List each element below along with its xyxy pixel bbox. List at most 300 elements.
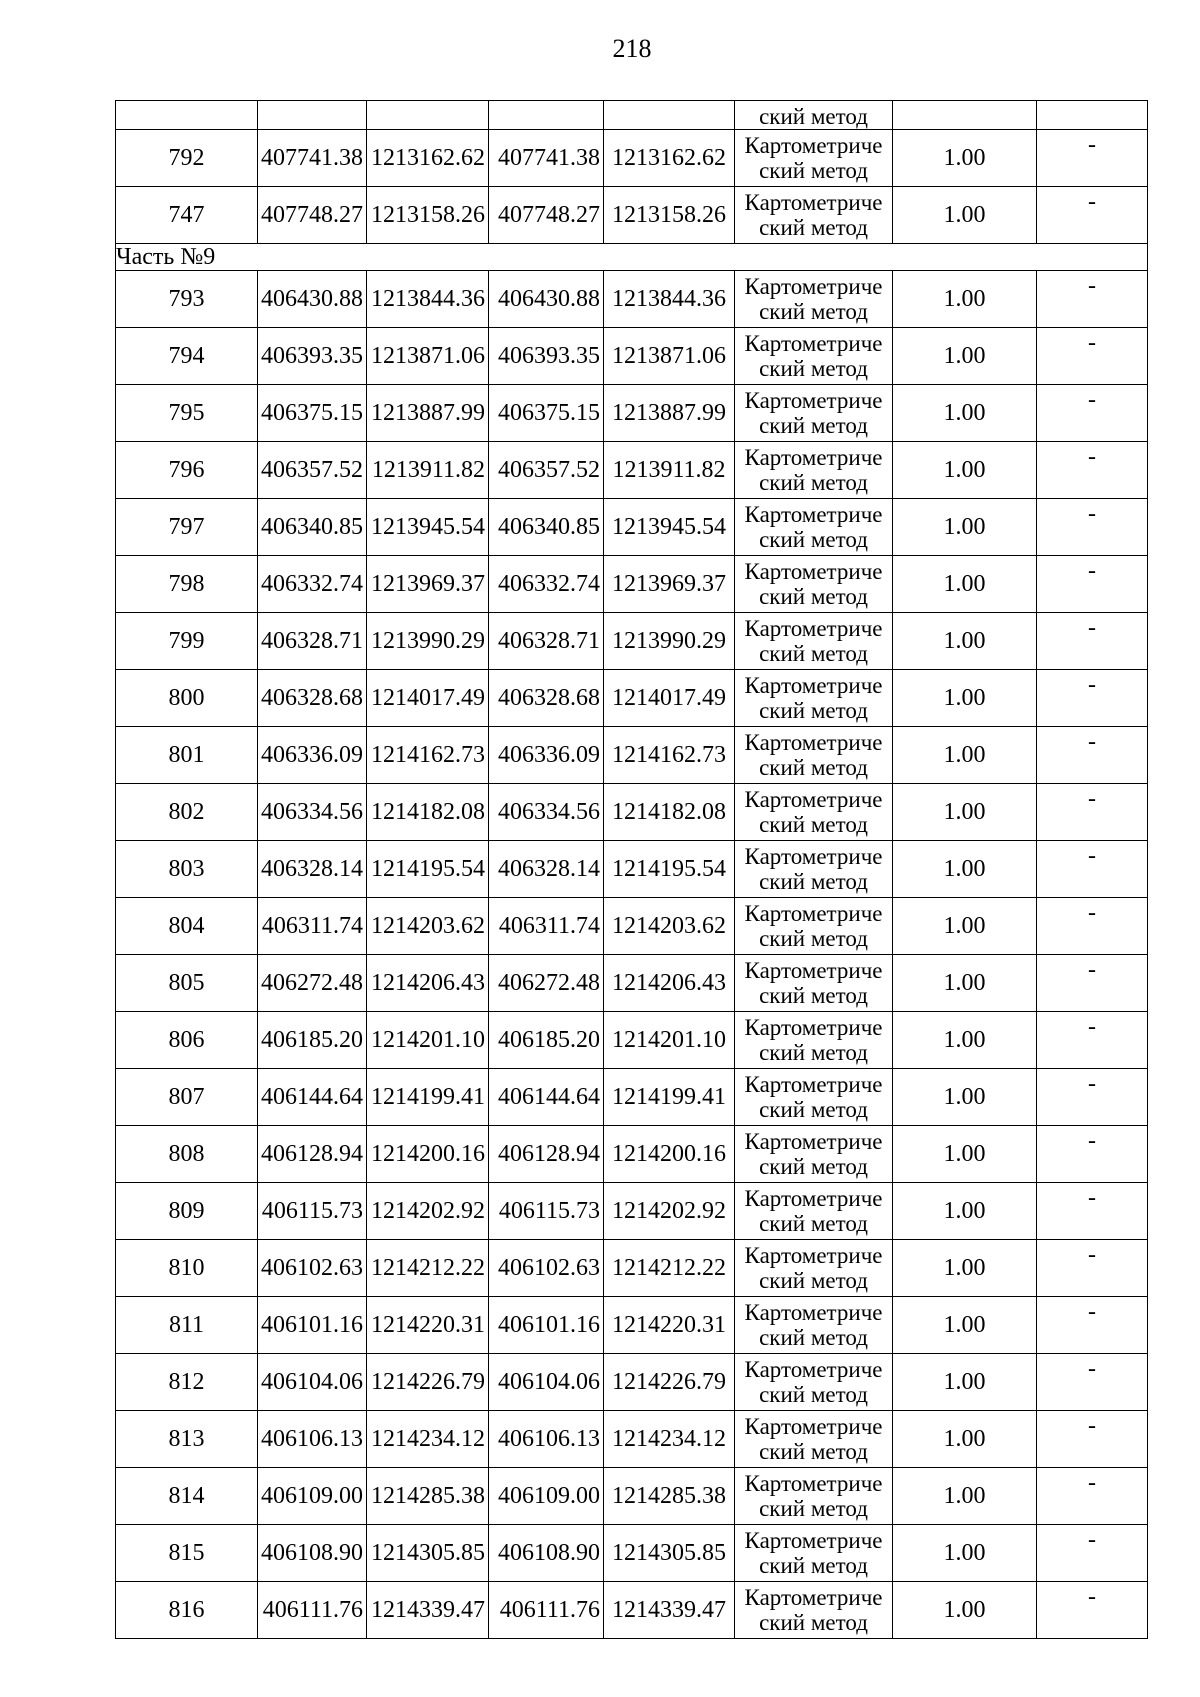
cell-x-new: 407741.38 (489, 130, 604, 187)
method-line-1: Картометриче (744, 1471, 883, 1496)
cell-accuracy: 1.00 (893, 613, 1037, 670)
cell-x-existing: 406185.20 (258, 1012, 367, 1069)
cell-method (735, 1012, 893, 1069)
cell-point-number: 812 (116, 1354, 258, 1411)
method-line-2: ский метод (759, 1610, 868, 1635)
cell-y-new: 1213844.36 (604, 271, 735, 328)
cell-x-new: 406328.14 (489, 841, 604, 898)
cell-point-number: 806 (116, 1012, 258, 1069)
method-line-2: ский метод (759, 413, 868, 438)
cell-y-existing: 1214017.49 (367, 670, 489, 727)
cell-y-new: 1214305.85 (604, 1525, 735, 1582)
table-row (116, 556, 1148, 613)
cell-method (735, 1582, 893, 1639)
table-row (116, 1183, 1148, 1240)
cell-accuracy: 1.00 (893, 1126, 1037, 1183)
cell-x-new: 406185.20 (489, 1012, 604, 1069)
cell-x-existing: 406111.76 (258, 1582, 367, 1639)
method-line-2: ский метод (759, 356, 868, 381)
method-line-2: ский метод (759, 1097, 868, 1122)
cell-x-new: 406102.63 (489, 1240, 604, 1297)
cell-method (735, 1183, 893, 1240)
cell-point-number: 794 (116, 328, 258, 385)
cell-accuracy: 1.00 (893, 784, 1037, 841)
method-line-1: Картометриче (744, 133, 883, 158)
cell-accuracy: 1.00 (893, 328, 1037, 385)
continuation-row (116, 101, 1148, 130)
cell-y-new: 1214203.62 (604, 898, 735, 955)
cell-y-new: 1214200.16 (604, 1126, 735, 1183)
cell-note: - (1037, 955, 1148, 1012)
method-line-1: Картометриче (744, 190, 883, 215)
method-line-2: ский метод (759, 1439, 868, 1464)
cell-note (1037, 101, 1148, 130)
cell-point-number: 793 (116, 271, 258, 328)
cell-method (735, 1411, 893, 1468)
method-line-2: ский метод (759, 698, 868, 723)
cell-note: - (1037, 784, 1148, 841)
cell-method (735, 1525, 893, 1582)
cell-method (735, 385, 893, 442)
cell-y-new: 1214162.73 (604, 727, 735, 784)
cell-accuracy: 1.00 (893, 385, 1037, 442)
method-line-1: Картометриче (744, 559, 883, 584)
cell-y-new: 1214220.31 (604, 1297, 735, 1354)
cell-note: - (1037, 898, 1148, 955)
cell-y-new: 1213887.99 (604, 385, 735, 442)
method-line-1: Картометриче (744, 331, 883, 356)
method-line-1: Картометриче (744, 958, 883, 983)
cell-point-number: 802 (116, 784, 258, 841)
cell-note: - (1037, 1297, 1148, 1354)
cell-x-existing: 406311.74 (258, 898, 367, 955)
cell-point-number: 810 (116, 1240, 258, 1297)
method-line-1: Картометриче (744, 1072, 883, 1097)
cell-y-existing: 1214234.12 (367, 1411, 489, 1468)
cell-method (735, 271, 893, 328)
cell-note: - (1037, 130, 1148, 187)
cell-x-new: 406334.56 (489, 784, 604, 841)
cell-x-existing: 406328.68 (258, 670, 367, 727)
cell-y-new: 1214285.38 (604, 1468, 735, 1525)
method-line-2: ский метод (759, 755, 868, 780)
cell-y-new: 1214339.47 (604, 1582, 735, 1639)
cell-method (735, 130, 893, 187)
cell-x-new: 406340.85 (489, 499, 604, 556)
cell-y-existing: 1213911.82 (367, 442, 489, 499)
method-line-1: Картометриче (744, 1528, 883, 1553)
cell-y-existing: 1214203.62 (367, 898, 489, 955)
cell-y-new: 1213162.62 (604, 130, 735, 187)
cell-x-new: 406375.15 (489, 385, 604, 442)
cell-accuracy: 1.00 (893, 1069, 1037, 1126)
cell-note: - (1037, 1354, 1148, 1411)
cell-point-number: 801 (116, 727, 258, 784)
cell-x-existing: 406375.15 (258, 385, 367, 442)
method-line-2: ский метод (759, 584, 868, 609)
cell-x-new: 406101.16 (489, 1297, 604, 1354)
cell-note: - (1037, 1582, 1148, 1639)
cell-x-new: 406311.74 (489, 898, 604, 955)
cell-method (735, 1069, 893, 1126)
cell-y-new: 1214234.12 (604, 1411, 735, 1468)
cell-x-new: 406272.48 (489, 955, 604, 1012)
cell-point-number: 809 (116, 1183, 258, 1240)
cell-note: - (1037, 1411, 1148, 1468)
table-row (116, 442, 1148, 499)
cell-note: - (1037, 442, 1148, 499)
cell-y-new: 1213945.54 (604, 499, 735, 556)
cell-point-number: 816 (116, 1582, 258, 1639)
cell-x-existing: 406108.90 (258, 1525, 367, 1582)
cell-method (735, 442, 893, 499)
table-row (116, 898, 1148, 955)
method-line-2: ский метод (759, 470, 868, 495)
cell-x-existing: 406357.52 (258, 442, 367, 499)
table-row (116, 271, 1148, 328)
cell-method: ский метод (735, 101, 893, 130)
cell-x-new: 407748.27 (489, 187, 604, 244)
cell-accuracy: 1.00 (893, 1582, 1037, 1639)
table-row (116, 1582, 1148, 1639)
cell-method (735, 1126, 893, 1183)
cell-note: - (1037, 1069, 1148, 1126)
method-line-1: Картометриче (744, 1585, 883, 1610)
cell-point-number: 814 (116, 1468, 258, 1525)
cell-point-number: 792 (116, 130, 258, 187)
cell-accuracy: 1.00 (893, 1525, 1037, 1582)
cell-x-existing: 406328.71 (258, 613, 367, 670)
cell-accuracy: 1.00 (893, 898, 1037, 955)
cell-accuracy: 1.00 (893, 1240, 1037, 1297)
cell-x-existing: 406109.00 (258, 1468, 367, 1525)
cell-method (735, 727, 893, 784)
cell-y-existing: 1214285.38 (367, 1468, 489, 1525)
table-row (116, 130, 1148, 187)
cell-point-number (116, 101, 258, 130)
cell-x-new: 406328.71 (489, 613, 604, 670)
section-title: Часть №9 (116, 244, 1148, 271)
cell-method (735, 499, 893, 556)
method-line-2: ский метод (759, 812, 868, 837)
cell-x-existing: 406144.64 (258, 1069, 367, 1126)
cell-y-existing (367, 101, 489, 130)
cell-point-number: 797 (116, 499, 258, 556)
cell-y-existing: 1214182.08 (367, 784, 489, 841)
cell-y-new (604, 101, 735, 130)
table-row (116, 1411, 1148, 1468)
cell-y-new: 1214195.54 (604, 841, 735, 898)
cell-y-existing: 1214199.41 (367, 1069, 489, 1126)
cell-x-new: 406128.94 (489, 1126, 604, 1183)
method-line-1: Картометриче (744, 1243, 883, 1268)
cell-y-existing: 1213162.62 (367, 130, 489, 187)
cell-note: - (1037, 1525, 1148, 1582)
cell-note: - (1037, 727, 1148, 784)
cell-accuracy: 1.00 (893, 1468, 1037, 1525)
cell-point-number: 808 (116, 1126, 258, 1183)
page-number: 218 (612, 34, 652, 63)
cell-point-number: 815 (116, 1525, 258, 1582)
method-line-2: ский метод (759, 158, 868, 183)
cell-method (735, 187, 893, 244)
cell-note: - (1037, 328, 1148, 385)
cell-y-new: 1214212.22 (604, 1240, 735, 1297)
cell-y-existing: 1213158.26 (367, 187, 489, 244)
cell-method (735, 1297, 893, 1354)
cell-x-existing: 406332.74 (258, 556, 367, 613)
cell-method (735, 328, 893, 385)
cell-y-existing: 1214305.85 (367, 1525, 489, 1582)
cell-point-number: 807 (116, 1069, 258, 1126)
cell-y-new: 1213911.82 (604, 442, 735, 499)
cell-note: - (1037, 556, 1148, 613)
table-row (116, 784, 1148, 841)
cell-y-existing: 1213990.29 (367, 613, 489, 670)
cell-accuracy: 1.00 (893, 187, 1037, 244)
method-line-1: Картометриче (744, 1015, 883, 1040)
cell-note: - (1037, 1126, 1148, 1183)
cell-point-number: 805 (116, 955, 258, 1012)
cell-point-number: 813 (116, 1411, 258, 1468)
table-body (116, 101, 1148, 1639)
table-row (116, 1126, 1148, 1183)
cell-method (735, 670, 893, 727)
cell-point-number: 798 (116, 556, 258, 613)
cell-x-existing: 406340.85 (258, 499, 367, 556)
coordinates-table (115, 100, 1148, 1639)
cell-x-new: 406106.13 (489, 1411, 604, 1468)
cell-note: - (1037, 1240, 1148, 1297)
table-row (116, 499, 1148, 556)
method-line-2: ский метод (759, 869, 868, 894)
method-line-2: ский метод (759, 983, 868, 1008)
cell-x-existing: 407741.38 (258, 130, 367, 187)
cell-accuracy: 1.00 (893, 556, 1037, 613)
cell-point-number: 800 (116, 670, 258, 727)
cell-note: - (1037, 187, 1148, 244)
cell-note: - (1037, 271, 1148, 328)
cell-method (735, 784, 893, 841)
cell-accuracy: 1.00 (893, 841, 1037, 898)
cell-x-existing: 407748.27 (258, 187, 367, 244)
method-line-2: ский метод (759, 641, 868, 666)
method-line-1: Картометриче (744, 274, 883, 299)
cell-point-number: 811 (116, 1297, 258, 1354)
cell-accuracy (893, 101, 1037, 130)
method-line-2: ский метод (759, 1211, 868, 1236)
cell-point-number: 803 (116, 841, 258, 898)
section-header-row (116, 244, 1148, 271)
cell-y-existing: 1213969.37 (367, 556, 489, 613)
method-line-2: ский метод (759, 527, 868, 552)
cell-y-new: 1214182.08 (604, 784, 735, 841)
method-line-2: ский метод (759, 215, 868, 240)
cell-y-existing: 1214220.31 (367, 1297, 489, 1354)
cell-method (735, 556, 893, 613)
table-row (116, 841, 1148, 898)
method-line-2: ский метод (759, 299, 868, 324)
method-line-2: ский метод (759, 1154, 868, 1179)
cell-y-existing: 1214162.73 (367, 727, 489, 784)
method-line-1: Картометриче (744, 787, 883, 812)
table-row (116, 1012, 1148, 1069)
cell-y-new: 1213158.26 (604, 187, 735, 244)
cell-method (735, 841, 893, 898)
cell-accuracy: 1.00 (893, 1354, 1037, 1411)
cell-point-number: 799 (116, 613, 258, 670)
cell-method (735, 898, 893, 955)
cell-point-number: 747 (116, 187, 258, 244)
cell-x-new: 406332.74 (489, 556, 604, 613)
cell-x-new: 406144.64 (489, 1069, 604, 1126)
method-line-1: Картометриче (744, 901, 883, 926)
cell-accuracy: 1.00 (893, 1297, 1037, 1354)
cell-y-new: 1213871.06 (604, 328, 735, 385)
method-line-1: Картометриче (744, 502, 883, 527)
cell-y-new: 1213990.29 (604, 613, 735, 670)
cell-x-existing: 406128.94 (258, 1126, 367, 1183)
method-line-1: Картометриче (744, 844, 883, 869)
table-row (116, 1354, 1148, 1411)
table-row (116, 328, 1148, 385)
cell-x-existing: 406106.13 (258, 1411, 367, 1468)
cell-y-existing: 1214226.79 (367, 1354, 489, 1411)
cell-x-new: 406115.73 (489, 1183, 604, 1240)
cell-point-number: 796 (116, 442, 258, 499)
cell-note: - (1037, 1183, 1148, 1240)
method-line-1: Картометриче (744, 1357, 883, 1382)
cell-y-existing: 1214202.92 (367, 1183, 489, 1240)
cell-accuracy: 1.00 (893, 442, 1037, 499)
method-line-1: Картометриче (744, 1414, 883, 1439)
cell-y-new: 1214017.49 (604, 670, 735, 727)
cell-accuracy: 1.00 (893, 955, 1037, 1012)
table-row (116, 670, 1148, 727)
cell-x-existing (258, 101, 367, 130)
cell-note: - (1037, 670, 1148, 727)
cell-y-existing: 1214201.10 (367, 1012, 489, 1069)
cell-accuracy: 1.00 (893, 670, 1037, 727)
table-row (116, 1297, 1148, 1354)
cell-x-new: 406328.68 (489, 670, 604, 727)
cell-y-existing: 1213844.36 (367, 271, 489, 328)
cell-y-new: 1214201.10 (604, 1012, 735, 1069)
method-line-2: ский метод (759, 1325, 868, 1350)
method-line-1: Картометриче (744, 616, 883, 641)
cell-x-existing: 406328.14 (258, 841, 367, 898)
method-line-1: Картометриче (744, 673, 883, 698)
cell-x-new: 406336.09 (489, 727, 604, 784)
table-row (116, 1240, 1148, 1297)
cell-x-new: 406357.52 (489, 442, 604, 499)
cell-y-existing: 1214339.47 (367, 1582, 489, 1639)
cell-note: - (1037, 841, 1148, 898)
cell-x-new: 406108.90 (489, 1525, 604, 1582)
cell-point-number: 795 (116, 385, 258, 442)
cell-x-new: 406109.00 (489, 1468, 604, 1525)
method-line-1: Картометриче (744, 1129, 883, 1154)
method-line-1: Картометриче (744, 1186, 883, 1211)
method-line-2: ский метод (759, 1040, 868, 1065)
cell-y-existing: 1213871.06 (367, 328, 489, 385)
cell-x-existing: 406336.09 (258, 727, 367, 784)
cell-method (735, 955, 893, 1012)
cell-note: - (1037, 613, 1148, 670)
method-line-1: Картометриче (744, 445, 883, 470)
method-line-2: ский метод (759, 1268, 868, 1293)
table-row (116, 727, 1148, 784)
cell-method (735, 1468, 893, 1525)
cell-accuracy: 1.00 (893, 130, 1037, 187)
cell-y-existing: 1214200.16 (367, 1126, 489, 1183)
cell-y-new: 1213969.37 (604, 556, 735, 613)
table-row (116, 1525, 1148, 1582)
cell-note: - (1037, 385, 1148, 442)
cell-note: - (1037, 1012, 1148, 1069)
cell-x-existing: 406104.06 (258, 1354, 367, 1411)
cell-note: - (1037, 499, 1148, 556)
cell-x-existing: 406102.63 (258, 1240, 367, 1297)
cell-y-existing: 1214206.43 (367, 955, 489, 1012)
cell-method (735, 613, 893, 670)
cell-x-existing: 406101.16 (258, 1297, 367, 1354)
cell-accuracy: 1.00 (893, 1183, 1037, 1240)
table-row (116, 955, 1148, 1012)
cell-x-existing: 406393.35 (258, 328, 367, 385)
method-line-2: ский метод (759, 1382, 868, 1407)
method-line-1: Картометриче (744, 730, 883, 755)
table-row (116, 1468, 1148, 1525)
cell-x-new: 406430.88 (489, 271, 604, 328)
method-line-2: ский метод (759, 1553, 868, 1578)
cell-y-new: 1214206.43 (604, 955, 735, 1012)
table-row (116, 1069, 1148, 1126)
cell-accuracy: 1.00 (893, 271, 1037, 328)
cell-note: - (1037, 1468, 1148, 1525)
cell-accuracy: 1.00 (893, 1012, 1037, 1069)
cell-y-existing: 1214212.22 (367, 1240, 489, 1297)
cell-y-new: 1214202.92 (604, 1183, 735, 1240)
cell-x-new: 406111.76 (489, 1582, 604, 1639)
method-line-1: Картометриче (744, 1300, 883, 1325)
cell-y-existing: 1213887.99 (367, 385, 489, 442)
cell-y-existing: 1214195.54 (367, 841, 489, 898)
method-line-2: ский метод (759, 1496, 868, 1521)
cell-accuracy: 1.00 (893, 727, 1037, 784)
cell-method (735, 1240, 893, 1297)
cell-x-existing: 406115.73 (258, 1183, 367, 1240)
table-row (116, 385, 1148, 442)
cell-x-new: 406104.06 (489, 1354, 604, 1411)
cell-x-existing: 406430.88 (258, 271, 367, 328)
cell-x-new: 406393.35 (489, 328, 604, 385)
cell-x-existing: 406334.56 (258, 784, 367, 841)
cell-y-new: 1214199.41 (604, 1069, 735, 1126)
cell-accuracy: 1.00 (893, 1411, 1037, 1468)
cell-y-new: 1214226.79 (604, 1354, 735, 1411)
cell-x-existing: 406272.48 (258, 955, 367, 1012)
cell-accuracy: 1.00 (893, 499, 1037, 556)
cell-y-existing: 1213945.54 (367, 499, 489, 556)
table-row (116, 187, 1148, 244)
cell-method (735, 1354, 893, 1411)
method-line-1: Картометриче (744, 388, 883, 413)
cell-x-new (489, 101, 604, 130)
method-line-2: ский метод (759, 926, 868, 951)
table-row (116, 613, 1148, 670)
cell-point-number: 804 (116, 898, 258, 955)
